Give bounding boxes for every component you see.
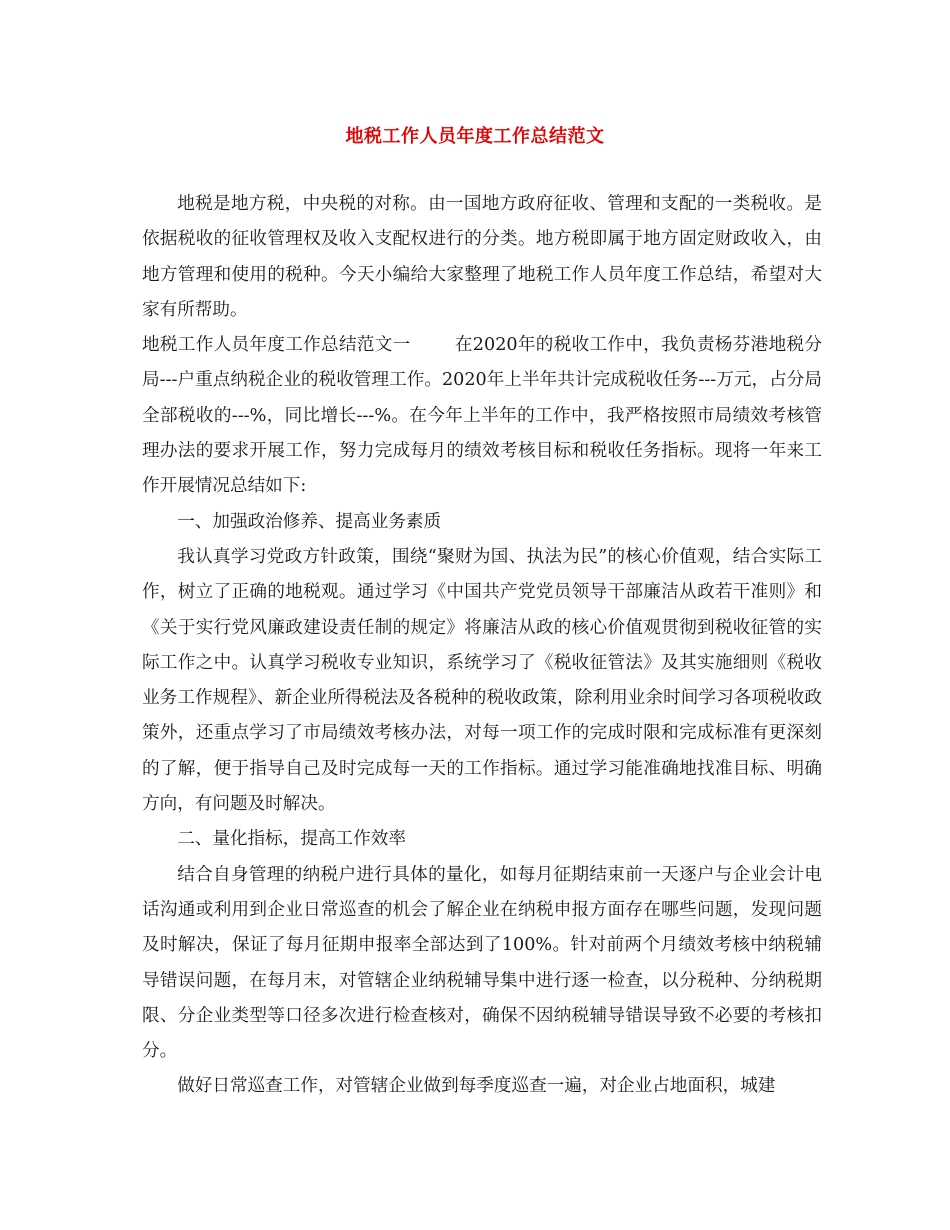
heading-political-cultivation: 一、加强政治修养、提高业务素质 (177, 511, 442, 532)
paragraph-inspection: 做好日常巡查工作，对管辖企业做到每季度巡查一遍，对企业占地面积，城建 (177, 1076, 776, 1097)
paragraph-section-one (142, 328, 822, 504)
paragraph-study: 我认真学习党政方针政策，围绕“聚财为国、执法为民”的核心价值观，结合实际工作，树立了正确的地税观。通过学习《中国共产党党员领导干部廉洁从政若干准则》和《关于实行党风廉政建设责任制的规定》将廉洁从政的核心价值观贯彻到税收征管的实际工作之中。认真学习税收专业知识，系统学习了《税收征管法》及其实施细则《税收业务工作规程》、新企业所得税法及各税种的税收政策，除利用业余时间学习各项税收政策外，还重点学习了市局绩效考核办法，对每一项工作的完成时限和完成标准有更深刻的了解，便于指导自己及时完成每一天的工作指标。通过学习能准确地找准目标、明确方向，有问题及时解决。 (142, 546, 822, 815)
paragraph-quantification: 结合自身管理的纳税户进行具体的量化，如每月征期结束前一天逐户与企业会计电话沟通或利用到企业日常巡查的机会了解企业在纳税申报方面存在哪些问题，发现问题及时解决，保证了每月征期申报率全部达到了100%。针对前两个月绩效考核中纳税辅导错误问题，在每月末，对管辖企业纳税辅导集中进行逐一检查，以分税种、分纳税期限、分企业类型等口径多次进行检查核对，确保不因纳税辅导错误导致不必要的考核扣分。 (142, 864, 822, 1062)
paragraph-intro: 地税是地方税，中央税的对称。由一国地方政府征收、管理和支配的一类税收。是依据税收的征收管理权及收入支配权进行的分类。地方税即属于地方固定财政收入，由地方管理和使用的税种。今天小编给大家整理了地税工作人员年度工作总结，希望对大家有所帮助。 (142, 194, 822, 320)
heading-quantified-indicators: 二、量化指标，提高工作效率 (177, 829, 406, 850)
section-lead-text: 在2020年的税收工作中，我负责杨芬港地税分局---户重点纳税企业的税收管理工作。2020年上半年共计完成税收任务---万元，占分局全部税收的---%，同比增长---%。在今年上半年的工作中，我严格按照市局绩效考核管理办法的要求开展工作，努力完成每月的绩效考核目标和税收任务指标。现将一年来工作开展情况总结如下: (142, 335, 822, 497)
document-body (142, 187, 822, 1105)
document-title: 地税工作人员年度工作总结范文 (345, 126, 605, 147)
section-label: 地税工作人员年度工作总结范文一 (142, 335, 411, 356)
